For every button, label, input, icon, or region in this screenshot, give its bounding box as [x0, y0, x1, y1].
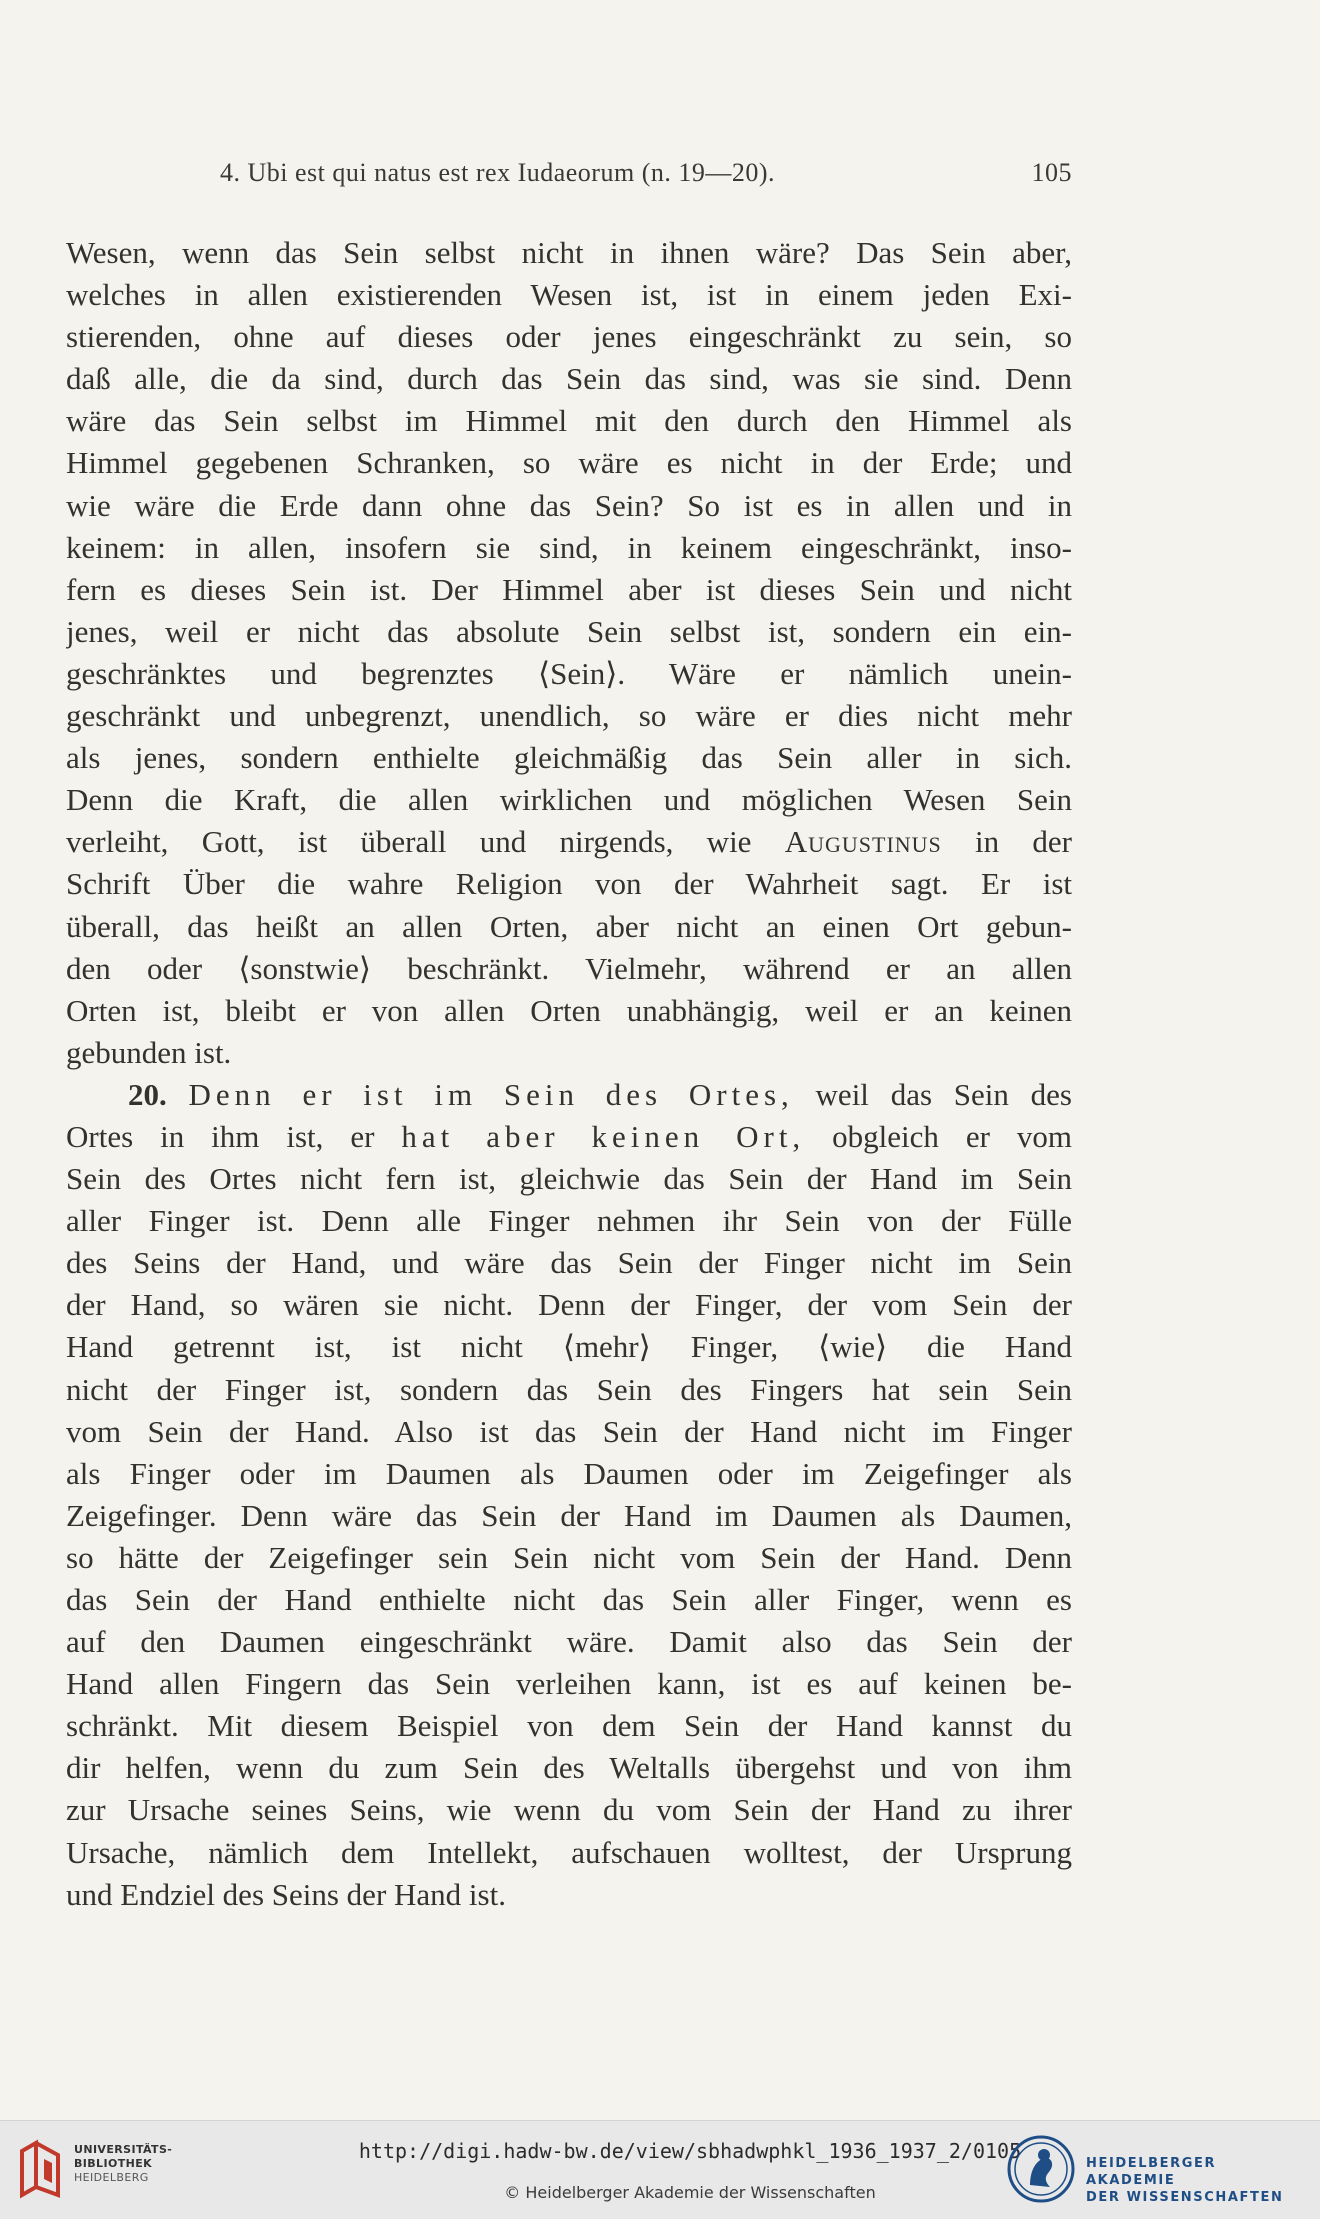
academy-name-line1: HEIDELBERGER AKADEMIE [1086, 2156, 1217, 2188]
academy-seal-icon [1006, 2133, 1076, 2205]
text-line: und Endziel des Seins der Hand ist. [66, 1876, 506, 1912]
small-caps-name: Augustinus [784, 824, 942, 860]
text-line: wäre das Sein selbst im Himmel mit den durch den Himmel als [66, 403, 1072, 439]
text-segment: verleiht, Gott, ist überall und nirgends, wie [66, 824, 785, 860]
text-line: Schrift Über die wahre Religion von der Wahrheit sagt. Er ist [66, 866, 1072, 902]
academy-logo[interactable] [1006, 2133, 1306, 2207]
text-line: der Hand, so wären sie nicht. Denn der Finger, der vom Sein der [66, 1287, 1072, 1323]
text-line: Denn die Kraft, die allen wirklichen und möglichen Wesen Sein [66, 782, 1072, 818]
text-line [66, 1074, 1072, 1116]
text-segment: in der [941, 824, 1072, 860]
text-line: geschränkt und unbegrenzt, unendlich, so wäre er dies nicht mehr [66, 698, 1072, 734]
academy-name [1086, 2155, 1306, 2206]
text-line: nicht der Finger ist, sondern das Sein des Fingers hat sein Sein [66, 1371, 1072, 1407]
text-line: Orten ist, bleibt er von allen Orten unabhängig, weil er an keinen [66, 992, 1072, 1028]
body-text [66, 232, 1072, 1916]
text-line: überall, das heißt an allen Orten, aber nicht an einen Ort gebun- [66, 908, 1072, 944]
text-line: daß alle, die da sind, durch das Sein das sind, was sie sind. Denn [66, 361, 1072, 397]
text-line: Sein des Ortes nicht fern ist, gleichwie das Sein der Hand im Sein [66, 1161, 1072, 1197]
running-title: 4. Ubi est qui natus est rex Iudaeorum (n. 19—20). [220, 158, 776, 187]
permalink-url[interactable]: http://digi.hadw-bw.de/view/sbhadwphkl_1936_1937_2/0105 [358, 2139, 1022, 2163]
text-line: Ursache, nämlich dem Intellekt, aufschauen wolltest, der Ursprung [66, 1834, 1072, 1870]
library-name-line2: BIBLIOTHEK [74, 2157, 153, 2170]
text-line: zur Ursache seines Seins, wie wenn du vom Sein der Hand zu ihrer [66, 1792, 1072, 1828]
text-line: geschränktes und begrenztes ⟨Sein⟩. Wäre er nämlich unein- [66, 655, 1072, 691]
library-name-line1: UNIVERSITÄTS- [74, 2143, 173, 2156]
text-segment: weil das Sein des [793, 1076, 1072, 1112]
text-line: Wesen, wenn das Sein selbst nicht in ihnen wäre? Das Sein aber, [66, 235, 1072, 270]
text-line: welches in allen existierenden Wesen ist, ist in einem jeden Exi- [66, 277, 1072, 313]
library-name-line3: HEIDELBERG [74, 2171, 149, 2184]
paragraph-number: 20. [128, 1076, 167, 1112]
text-line: wie wäre die Erde dann ohne das Sein? So ist es in allen und in [66, 487, 1072, 523]
text-line: als jenes, sondern enthielte gleichmäßig das Sein aller in sich. [66, 740, 1072, 776]
academy-name-line2: DER WISSENSCHAFTEN [1086, 2190, 1284, 2205]
text-line: als Finger oder im Daumen als Daumen oder im Zeigefinger als [66, 1455, 1072, 1491]
text-line: dir helfen, wenn du zum Sein des Weltalls übergehst und von ihm [66, 1750, 1072, 1786]
text-line [66, 821, 1072, 863]
text-line: des Seins der Hand, und wäre das Sein der Finger nicht im Sein [66, 1245, 1072, 1281]
text-line: aller Finger ist. Denn alle Finger nehmen ihr Sein von der Fülle [66, 1203, 1072, 1239]
text-line: Hand getrennt ist, ist nicht ⟨mehr⟩ Finger, ⟨wie⟩ die Hand [66, 1329, 1072, 1365]
text-line: den oder ⟨sonstwie⟩ beschränkt. Vielmehr, während er an allen [66, 950, 1072, 986]
text-line: Hand allen Fingern das Sein verleihen kann, ist es auf keinen be- [66, 1666, 1072, 1702]
text-line: vom Sein der Hand. Also ist das Sein der Hand nicht im Finger [66, 1413, 1072, 1449]
spaced-emphasis: hat aber keinen Ort, [401, 1118, 806, 1154]
text-line: stierenden, ohne auf dieses oder jenes eingeschränkt zu sein, so [66, 319, 1072, 355]
text-line: Himmel gegebenen Schranken, so wäre es nicht in der Erde; und [66, 445, 1072, 481]
spaced-emphasis: Denn er ist im Sein des Ortes, [188, 1076, 794, 1112]
copyright-notice: © Heidelberger Akademie der Wissenschaften [504, 2183, 876, 2202]
footer-bar [0, 2120, 1320, 2219]
text-segment: Ortes in ihm ist, er [66, 1118, 402, 1154]
page-number: 105 [1031, 158, 1072, 187]
text-line: das Sein der Hand enthielte nicht das Sein aller Finger, wenn es [66, 1582, 1072, 1617]
text-line: schränkt. Mit diesem Beispiel von dem Sein der Hand kannst du [66, 1708, 1072, 1744]
text-line: gebunden ist. [66, 1034, 232, 1070]
text-line [66, 1116, 1072, 1158]
text-line: Zeigefinger. Denn wäre das Sein der Hand im Daumen als Daumen, [66, 1497, 1072, 1533]
text-segment: obgleich er vom [805, 1118, 1072, 1154]
text-line: so hätte der Zeigefinger sein Sein nicht vom Sein der Hand. Denn [66, 1539, 1072, 1575]
text-line: auf den Daumen eingeschränkt wäre. Damit also das Sein der [66, 1624, 1072, 1660]
text-line: fern es dieses Sein ist. Der Himmel aber ist dieses Sein und nicht [66, 571, 1072, 607]
text-line: jenes, weil er nicht das absolute Sein selbst ist, sondern ein ein- [66, 613, 1072, 649]
text-line: keinem: in allen, insofern sie sind, in keinem eingeschränkt, inso- [66, 529, 1072, 565]
